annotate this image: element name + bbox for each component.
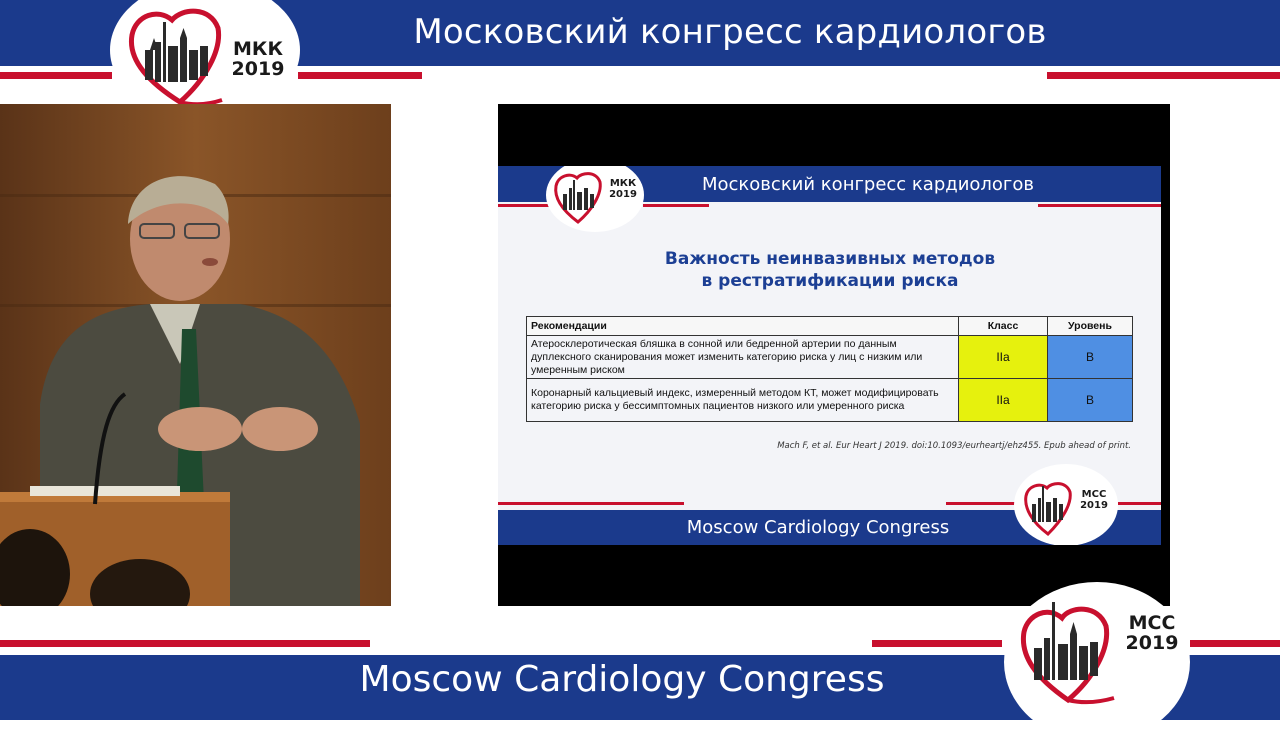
slide-heading xyxy=(588,248,1072,292)
slide-heading-line2: в рестратификации риска xyxy=(701,271,959,291)
logo-bottom-line2: 2019 xyxy=(1125,631,1179,654)
slide-bottom-red-stripe-far-right xyxy=(1118,502,1161,505)
congress-logo-top xyxy=(110,0,300,120)
congress-logo-bottom xyxy=(1004,582,1190,742)
slide-logo-bottom-line2: 2019 xyxy=(1080,499,1108,511)
table-header-row xyxy=(527,317,1133,336)
table-row xyxy=(527,379,1133,422)
logo-top-line1: МКК xyxy=(233,38,283,60)
speaker-video-frame xyxy=(0,104,391,606)
slide-reference: Mach F, et al. Eur Heart J 2019. doi:10.1093/eurheartj/ehz455. Epub ahead of print. xyxy=(777,441,1131,451)
slide-logo-top xyxy=(546,166,644,232)
slide-bottom-red-stripe-right xyxy=(946,502,1016,505)
table-row xyxy=(527,336,1133,379)
slide-top-red-stripe-right xyxy=(1038,204,1161,207)
slide-logo-top-line2: 2019 xyxy=(609,188,637,200)
header-level: Уровень xyxy=(1048,317,1133,336)
logo-bottom-line1: MCC xyxy=(1128,612,1176,634)
speaker-video xyxy=(0,104,391,606)
row-class: IIa xyxy=(959,379,1048,422)
slide-bottom-red-stripe-left xyxy=(498,502,684,505)
slide-top-red-stripe-left xyxy=(498,204,550,207)
header-class: Класс xyxy=(959,317,1048,336)
presentation-slide xyxy=(498,166,1161,545)
slide-logo-bottom-text xyxy=(1076,490,1112,511)
row-level: B xyxy=(1048,379,1133,422)
slide-top-red-stripe-mid xyxy=(643,204,709,207)
top-left-red-stripe xyxy=(0,72,112,79)
slide-logo-top-line1: МКК xyxy=(609,178,637,189)
header-recommendations: Рекомендации xyxy=(527,317,959,336)
row-level: B xyxy=(1048,336,1133,379)
slide-logo-top-text xyxy=(606,179,640,200)
row-text: Атеросклеротическая бляшка в сонной или бедренной артерии по данным дуплексного сканирования может изменить категорию риска у лиц с низким или умеренным риском xyxy=(527,336,959,379)
bottom-left-red-stripe xyxy=(0,640,370,647)
bottom-right-red-stripe xyxy=(1190,640,1280,647)
slide-logo-bottom-line1: MCC xyxy=(1081,489,1107,500)
row-text: Коронарный кальциевый индекс, измеренный методом КТ, может модифицировать категорию риска у бессимптомных пациентов низкого или умеренного риска xyxy=(527,379,959,422)
slide-heading-line1: Важность неинвазивных методов xyxy=(664,249,996,269)
logo-top-text xyxy=(228,40,288,80)
slide-logo-bottom xyxy=(1014,464,1118,545)
footer-title: Moscow Cardiology Congress xyxy=(359,659,885,700)
slide-header-title: Московский конгресс кардиологов xyxy=(701,174,1035,195)
bottom-mid-red-stripe xyxy=(872,640,1002,647)
row-class: IIa xyxy=(959,336,1048,379)
header-title: Московский конгресс кардиологов xyxy=(413,12,1047,52)
top-mid-red-stripe xyxy=(298,72,422,79)
recommendations-table xyxy=(526,316,1133,422)
logo-top-line2: 2019 xyxy=(231,57,285,80)
logo-bottom-text xyxy=(1122,614,1182,654)
heart-city-logo-icon xyxy=(1004,582,1190,742)
slide-footer-title: Moscow Cardiology Congress xyxy=(686,517,950,538)
top-right-red-stripe xyxy=(1047,72,1280,79)
